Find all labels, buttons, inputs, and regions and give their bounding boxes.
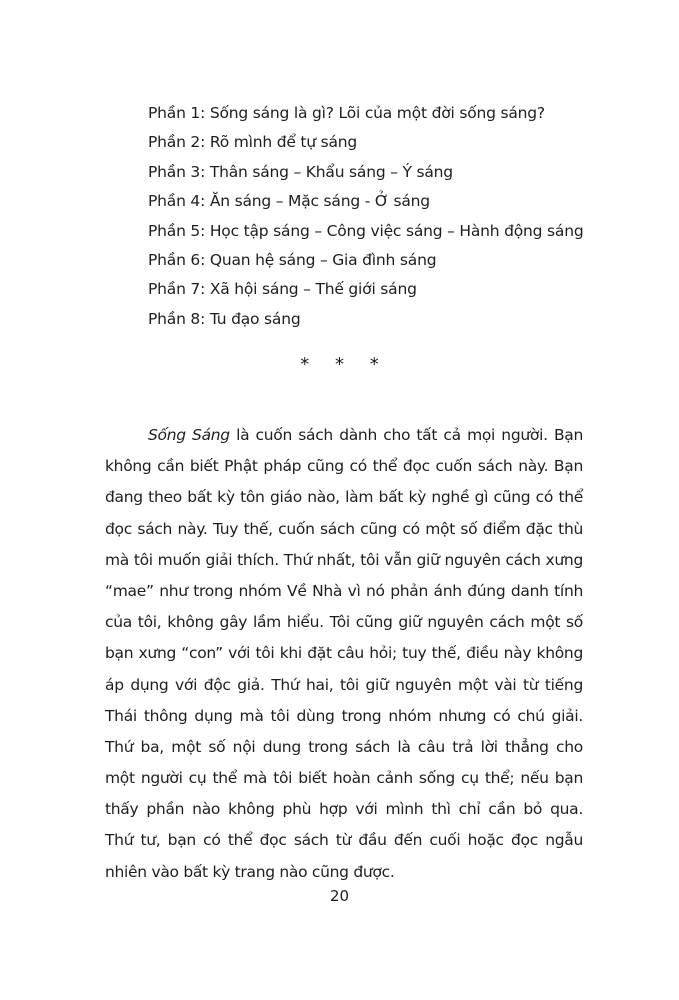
- toc-item: Phần 1: Sống sáng là gì? Lõi của một đời sống sáng?: [148, 104, 545, 122]
- toc-item: Phần 3: Thân sáng – Khẩu sáng – Ý sáng: [148, 162, 453, 181]
- paragraph-line: đang theo bất kỳ tôn giáo nào, làm bất kỳ nghề gì cũng có thể: [105, 488, 583, 507]
- paragraph-line-text: là cuốn sách dành cho tất cả mọi người. Bạn: [229, 426, 584, 444]
- page-number: 20: [329, 887, 350, 905]
- paragraph-line: Thứ ba, một số nội dung trong sách là câu trả lời thẳng cho: [105, 737, 583, 756]
- paragraph-line: một người cụ thể mà tôi biết hoàn cảnh sống cụ thể; nếu bạn: [105, 769, 583, 788]
- toc-item: Phần 7: Xã hội sáng – Thế giới sáng: [148, 280, 417, 299]
- toc-item: Phần 4: Ăn sáng – Mặc sáng - Ở sáng: [148, 192, 430, 211]
- paragraph-line: bạn xưng “con” với tôi khi đặt câu hỏi; tuy thế, điều này không: [105, 644, 583, 663]
- body-paragraph: [105, 420, 583, 888]
- toc-item: Phần 5: Học tập sáng – Công việc sáng – Hành động sáng: [148, 221, 584, 240]
- paragraph-line: “mae” như trong nhóm Về Nhà vì nó phản ánh đúng danh tính: [105, 581, 583, 600]
- paragraph-line: Thái thông dụng mà tôi dùng trong nhóm nhưng có chú giải.: [105, 706, 583, 725]
- toc-item: Phần 2: Rõ mình để tự sáng: [148, 133, 358, 152]
- book-title: Sống Sáng: [148, 426, 230, 444]
- paragraph-line: không cần biết Phật pháp cũng có thể đọc cuốn sách này. Bạn: [105, 457, 583, 476]
- paragraph-line: nhiên vào bất kỳ trang nào cũng được.: [105, 862, 395, 881]
- paragraph-line: áp dụng với độc giả. Thứ hai, tôi giữ nguyên một vài từ tiếng: [105, 675, 583, 694]
- toc-item: Phần 8: Tu đạo sáng: [148, 309, 301, 328]
- paragraph-line: thấy phần nào không phù hợp với mình thì chỉ cần bỏ qua.: [105, 800, 583, 819]
- table-of-contents: [148, 99, 648, 334]
- toc-item: Phần 6: Quan hệ sáng – Gia đình sáng: [148, 251, 437, 270]
- paragraph-line: đọc sách này. Tuy thế, cuốn sách cũng có một số điểm đặc thù: [105, 519, 583, 538]
- paragraph-line: [105, 420, 583, 451]
- paragraph-line: mà tôi muốn giải thích. Thứ nhất, tôi vẫn giữ nguyên cách xưng: [105, 550, 583, 569]
- paragraph-line: của tôi, không gây lầm hiểu. Tôi cũng giữ nguyên cách một số: [105, 613, 583, 632]
- paragraph-line: Thứ tư, bạn có thể đọc sách từ đầu đến cuối hoặc đọc ngẫu: [105, 831, 583, 850]
- section-separator: * * *: [300, 354, 389, 375]
